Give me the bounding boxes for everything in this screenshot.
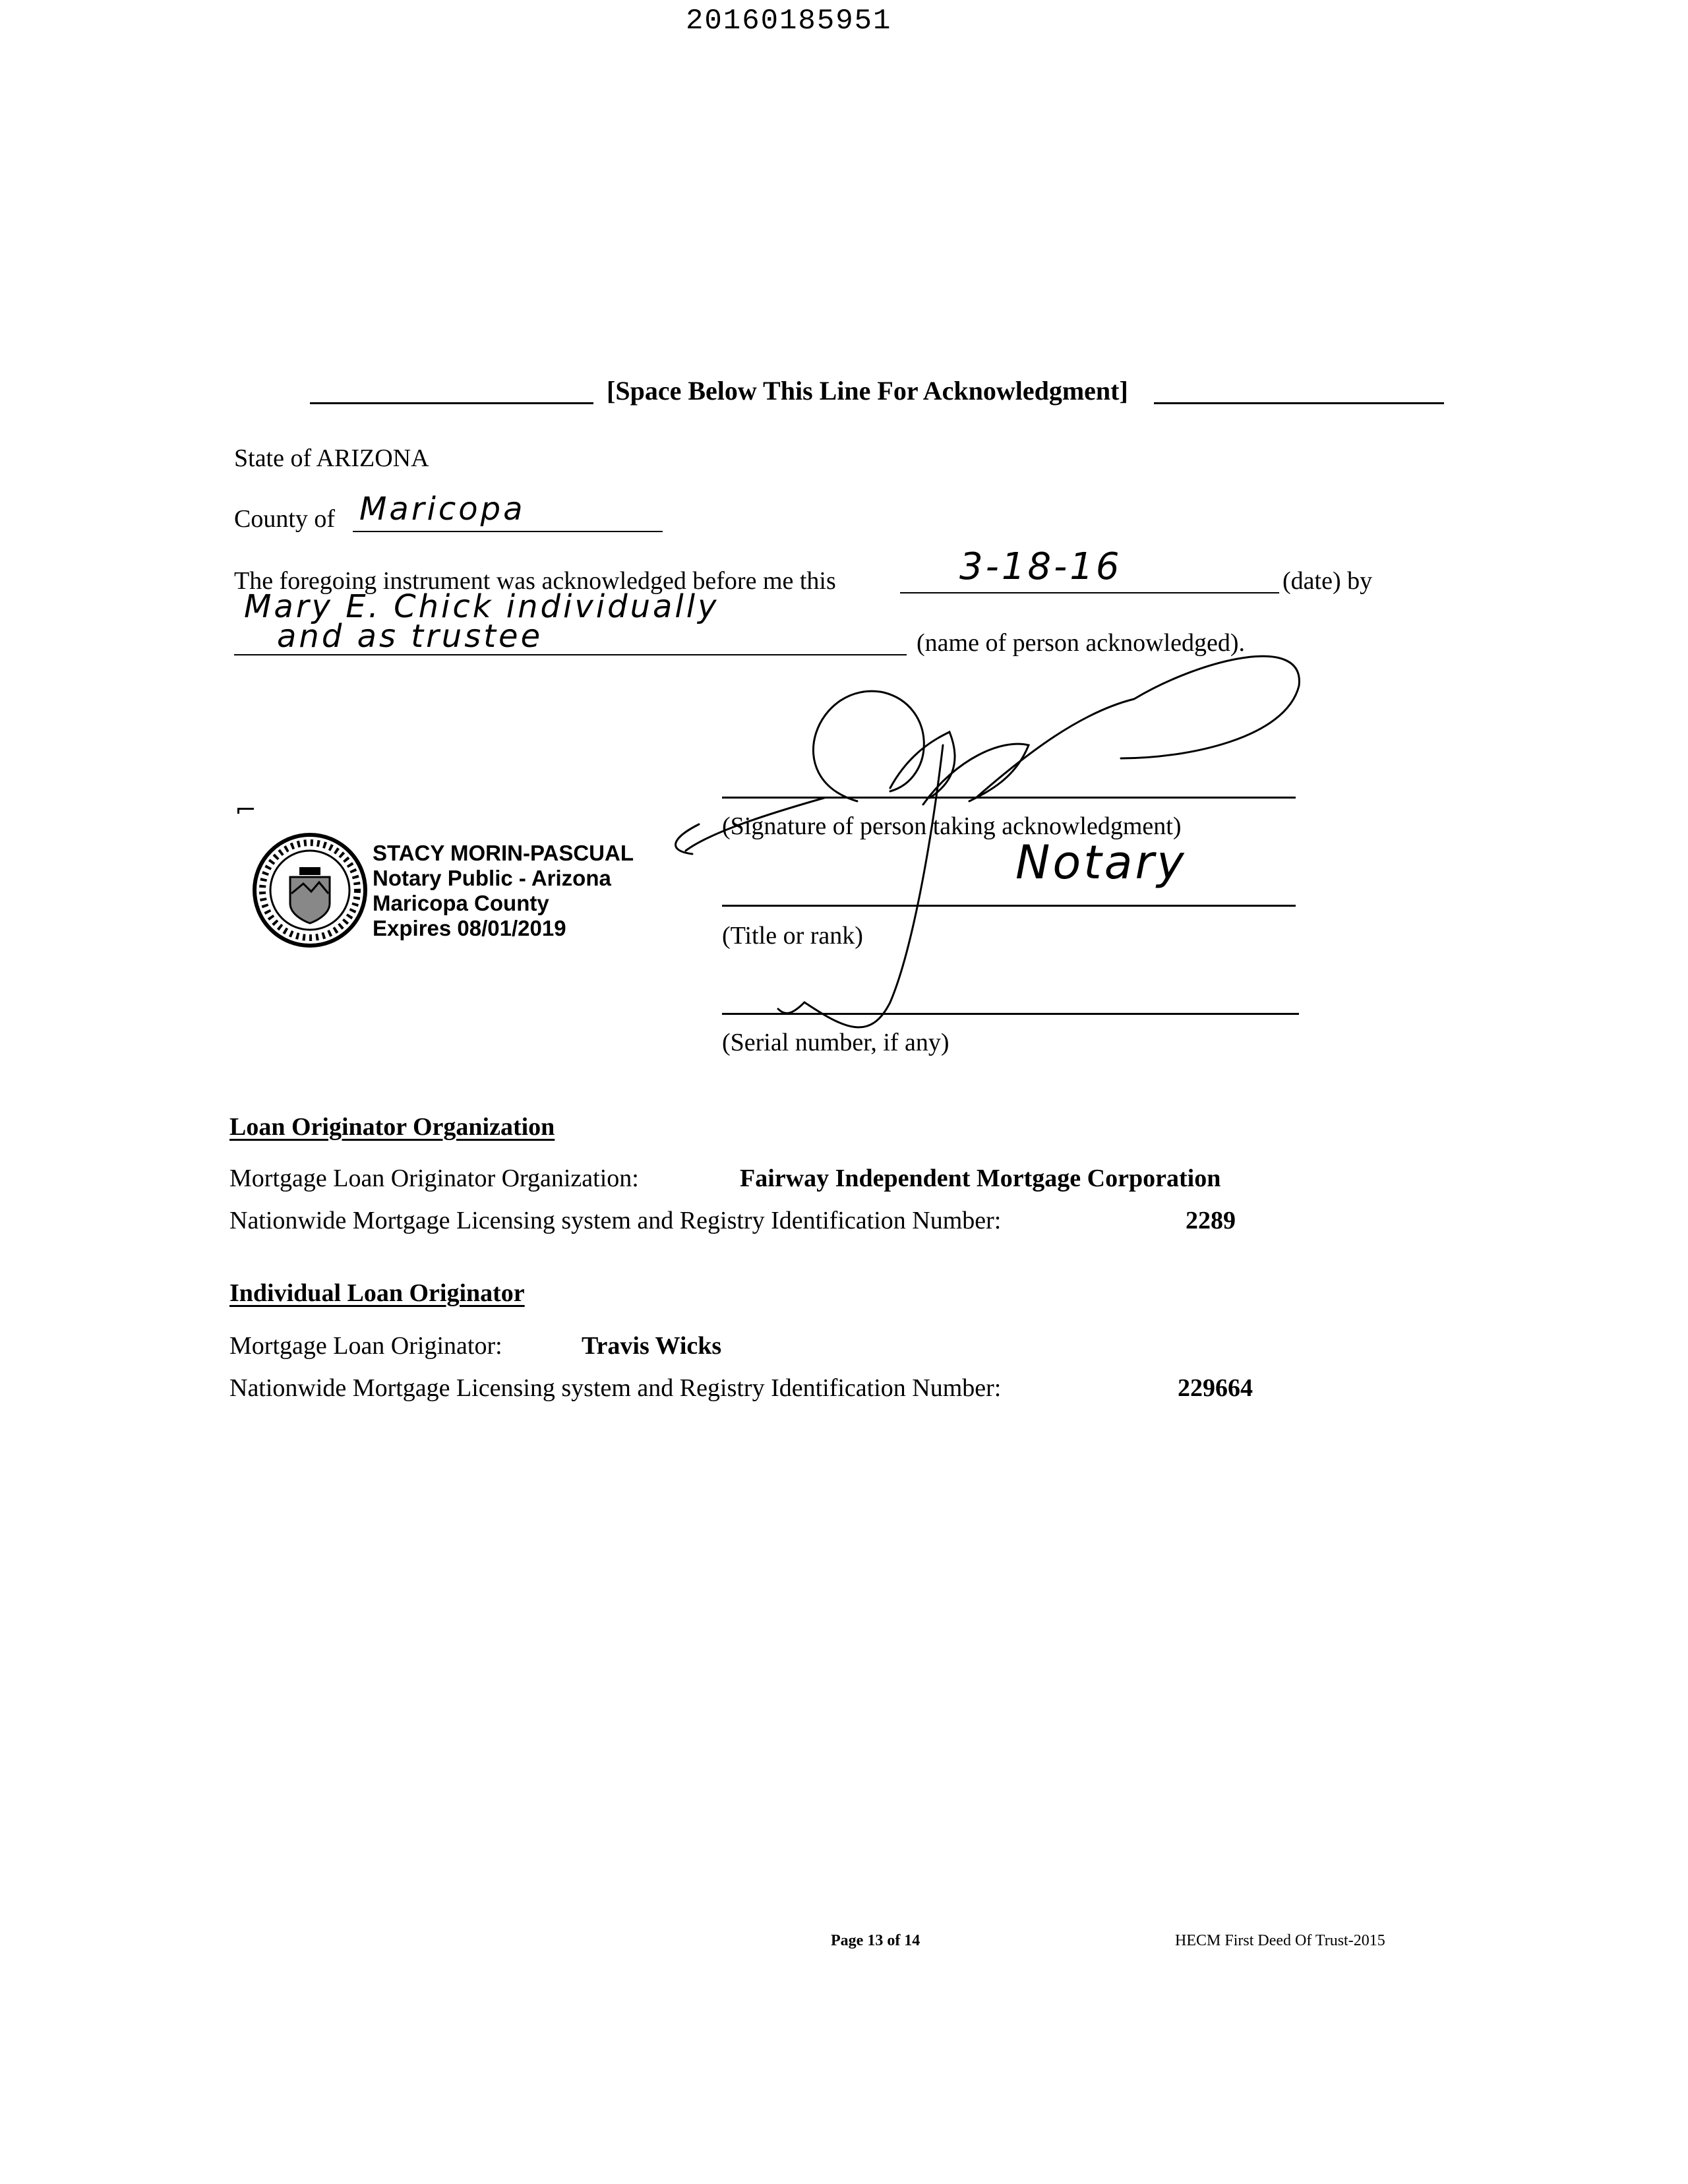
org-nmls-value: 2289 [1186,1207,1236,1234]
title-value: Notary [1015,835,1187,890]
date-value: 3-18-16 [959,545,1122,588]
page-number: Page 13 of 14 [831,1932,920,1949]
originator-value: Travis Wicks [582,1332,722,1360]
org-value: Fairway Independent Mortgage Corporation [740,1165,1221,1192]
individual-loan-originator-heading: Individual Loan Originator [229,1279,525,1307]
originator-nmls-value: 229664 [1178,1374,1253,1402]
form-name: HECM First Deed Of Trust-2015 [1175,1932,1385,1949]
county-value: Maricopa [359,491,526,528]
signature-caption: (Signature of person taking acknowledgment) [722,812,1182,840]
notary-title: Notary Public - Arizona [373,866,611,890]
divider-line-right [1154,402,1444,404]
divider-line-left [310,402,593,404]
stamp-corner-mark [237,808,254,814]
document-number: 20160185951 [686,5,892,38]
title-line [722,905,1296,907]
notary-expiration: Expires 08/01/2019 [373,916,566,940]
person-caption: (name of person acknowledged). [917,629,1246,657]
loan-originator-organization-heading: Loan Originator Organization [229,1113,555,1141]
notary-name: STACY MORIN-PASCUAL [373,841,634,865]
county-underline [353,531,663,532]
person-underline [234,654,907,655]
title-caption: (Title or rank) [722,922,863,950]
org-label: Mortgage Loan Originator Organization: [229,1165,639,1192]
originator-label: Mortgage Loan Originator: [229,1332,502,1360]
originator-nmls-label: Nationwide Mortgage Licensing system and Registry Identification Number: [229,1374,1002,1402]
notary-county: Maricopa County [373,891,549,915]
date-underline [900,592,1279,593]
person-name-line1: Mary E. Chick individually [244,588,719,625]
date-suffix: (date) by [1282,567,1373,595]
state-line: State of ARIZONA [234,444,429,472]
person-name-line2: and as trustee [277,618,543,655]
acknowledgment-divider-label: [Space Below This Line For Acknowledgment] [607,376,1128,406]
org-nmls-label: Nationwide Mortgage Licensing system and Registry Identification Number: [229,1207,1002,1234]
foregoing-text: The foregoing instrument was acknowledged before me this [234,567,836,595]
signature-line [722,797,1296,799]
serial-caption: (Serial number, if any) [722,1029,950,1056]
county-label: County of [234,505,336,533]
notary-stamp [237,808,646,953]
serial-line [722,1013,1299,1015]
state-seal-icon [251,831,369,950]
